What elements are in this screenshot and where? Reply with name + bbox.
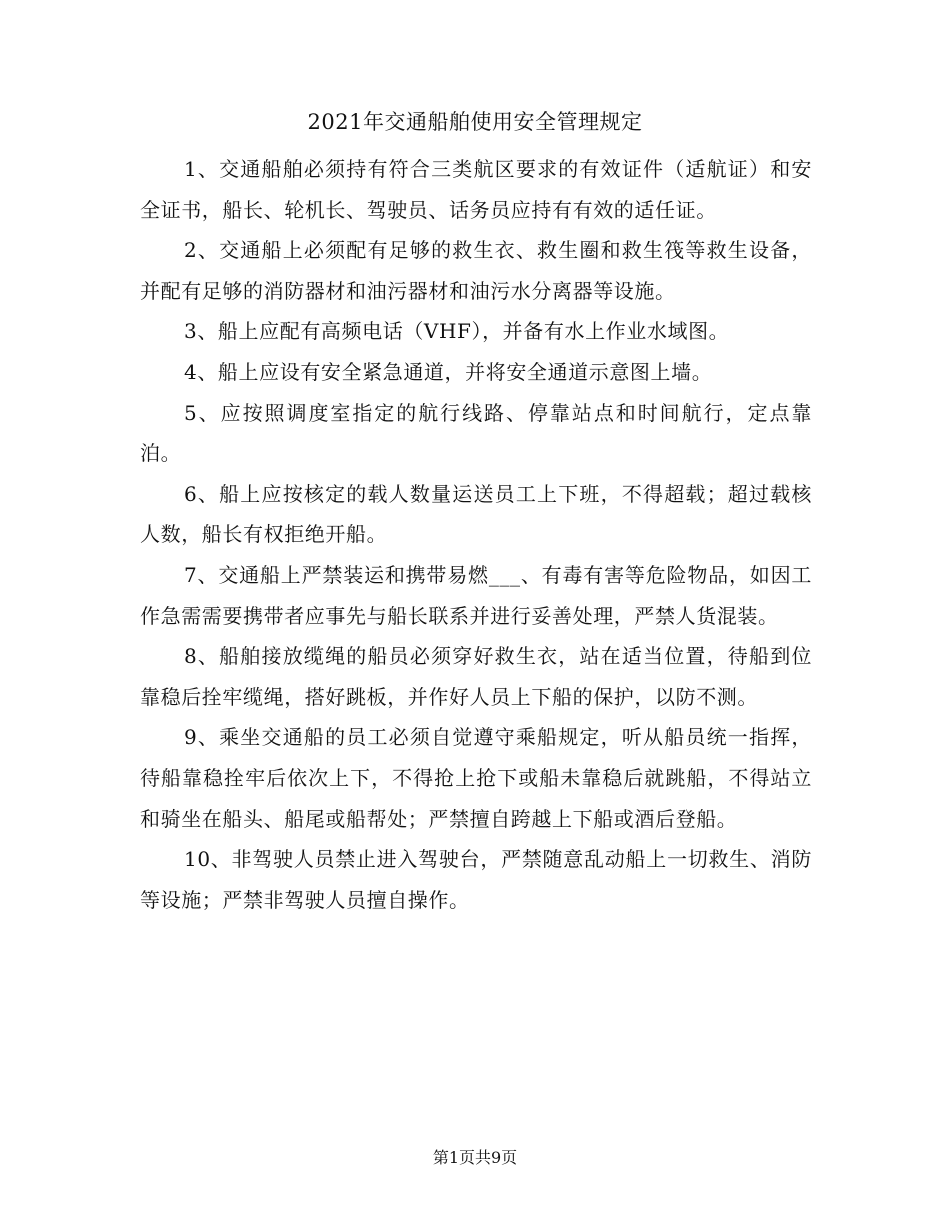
paragraph-4: 4、船上应设有安全紧急通道，并将安全通道示意图上墙。 (184, 359, 713, 384)
page-number: 第1页共9页 (432, 1148, 518, 1167)
paragraph-8: 8、船舶接放缆绳的船员必须穿好救生衣，站在适当位置，待船到位靠稳后拴牢缆绳，搭好跳板，并作好人员上下船的保护，以防不测。 (140, 644, 812, 709)
document-body (140, 149, 812, 920)
paragraph-2: 2、交通船上必须配有足够的救生衣、救生圈和救生筏等救生设备，并配有足够的消防器材和油污器材和油污水分离器等设施。 (140, 238, 812, 303)
paragraph-9: 9、乘坐交通船的员工必须自觉遵守乘船规定，听从船员统一指挥，待船靠稳拴牢后依次上下，不得抢上抢下或船未靠稳后就跳船，不得站立和骑坐在船头、船尾或船帮处；严禁擅自跨越上下船或酒后登船。 (140, 725, 812, 831)
paragraph-6: 6、船上应按核定的载人数量运送员工上下班，不得超载；超过载核人数，船长有权拒绝开船。 (140, 481, 812, 547)
paragraph-3: 3、船上应配有高频电话（VHF），并备有水上作业水域图。 (184, 319, 730, 344)
paragraph-5: 5、应按照调度室指定的航行线路、停靠站点和时间航行，定点靠泊。 (140, 400, 812, 466)
document-title: 2021年交通船舶使用安全管理规定 (307, 110, 643, 134)
paragraph-7: 7、交通船上严禁装运和携带易燃___、有毒有害等危险物品，如因工作急需需要携带者应事先与船长联系并进行妥善处理，严禁人货混装。 (140, 562, 812, 628)
paragraph-10: 10、非驾驶人员禁止进入驾驶台，严禁随意乱动船上一切救生、消防等设施；严禁非驾驶人员擅自操作。 (140, 847, 812, 912)
paragraph-1: 1、交通船舶必须持有符合三类航区要求的有效证件（适航证）和安全证书，船长、轮机长、驾驶员、话务员应持有有效的适任证。 (140, 157, 812, 222)
